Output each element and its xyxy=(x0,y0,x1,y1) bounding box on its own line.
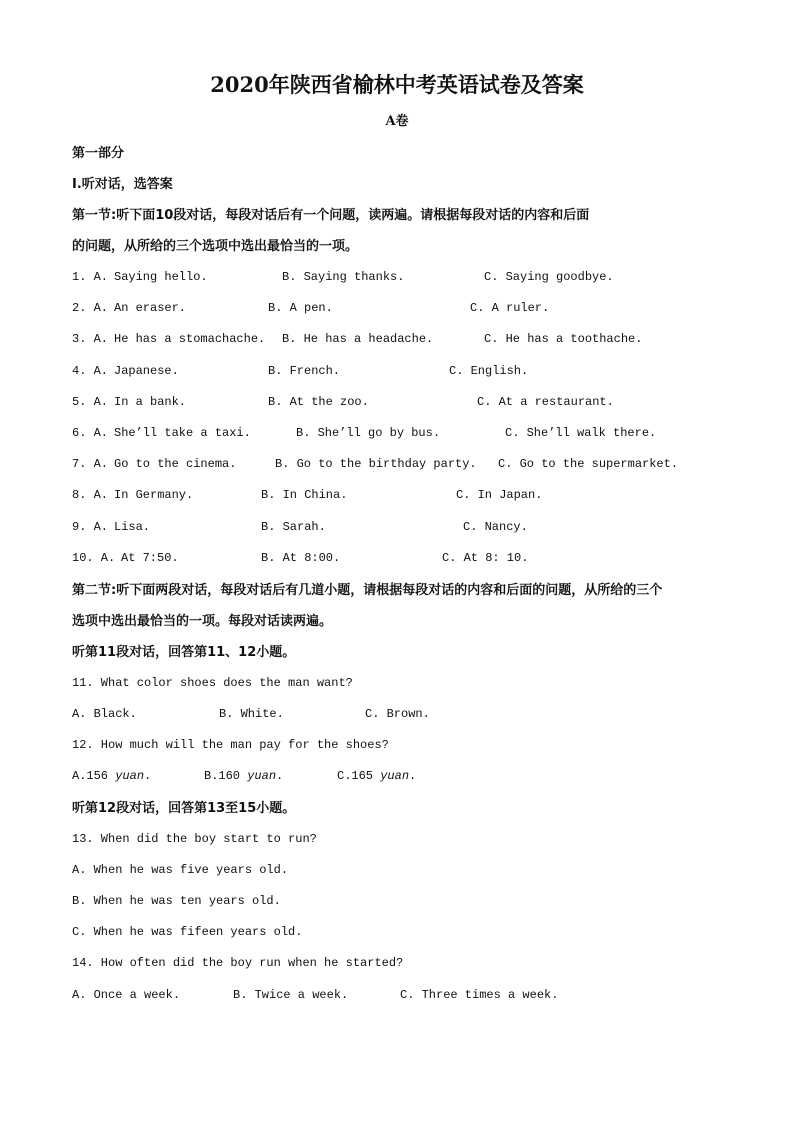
question-number: 2. A. xyxy=(72,301,109,315)
question-number: 9. A. xyxy=(72,520,109,534)
option-b: B. White. xyxy=(219,707,284,721)
question-number: 6. A. xyxy=(72,426,109,440)
option-b: B. She’ll go by bus. xyxy=(296,426,441,440)
option-c: C. Brown. xyxy=(365,707,430,721)
option-c: C.165 yuan. xyxy=(337,769,417,783)
option-c: C. When he was fifeen years old. xyxy=(72,925,303,939)
option-a: An eraser. xyxy=(114,301,187,315)
option-b: B. Twice a week. xyxy=(233,988,349,1002)
option-b: B. Go to the birthday party. xyxy=(275,457,477,471)
option-b: B. At the zoo. xyxy=(268,395,369,409)
option-b: B. He has a headache. xyxy=(282,332,434,346)
option-a: Go to the cinema. xyxy=(114,457,237,471)
question-number: 7. A. xyxy=(72,457,109,471)
question-number: 3. A. xyxy=(72,332,109,346)
question-number: 1. A. xyxy=(72,270,109,284)
dialog-11-heading: 听第11段对话，回答第11、12小题。 xyxy=(72,645,296,660)
option-c: C. English. xyxy=(449,364,529,378)
option-c: C. In Japan. xyxy=(456,488,543,502)
option-b: B.160 yuan. xyxy=(204,769,284,783)
option-a: A.156 yuan. xyxy=(72,769,152,783)
option-b: B. Saying thanks. xyxy=(282,270,405,284)
option-a: Saying hello. xyxy=(114,270,208,284)
option-c: C. Saying goodbye. xyxy=(484,270,614,284)
option-b: B. A pen. xyxy=(268,301,333,315)
part-heading: 第一部分 xyxy=(72,146,125,161)
question-text: 14. How often did the boy run when he started? xyxy=(72,956,404,970)
option-a: She’ll take a taxi. xyxy=(114,426,251,440)
question-number: 4. A. xyxy=(72,364,109,378)
option-b: B. At 8:00. xyxy=(261,551,341,565)
option-a: A. When he was five years old. xyxy=(72,863,289,877)
option-c: C. Three times a week. xyxy=(400,988,559,1002)
option-a: In Germany. xyxy=(114,488,194,502)
section2-instructions-line2: 选项中选出最恰当的一项。每段对话读两遍。 xyxy=(72,614,333,629)
page-title: 2020年陕西省榆林中考英语试卷及答案 xyxy=(210,72,584,97)
option-b: B. In China. xyxy=(261,488,348,502)
option-b: B. When he was ten years old. xyxy=(72,894,281,908)
option-c: C. He has a toothache. xyxy=(484,332,643,346)
option-a: He has a stomachache. xyxy=(114,332,266,346)
option-c: C. Go to the supermarket. xyxy=(498,457,679,471)
option-a: In a bank. xyxy=(114,395,187,409)
option-c: C. Nancy. xyxy=(463,520,528,534)
question-text: 13. When did the boy start to run? xyxy=(72,832,317,846)
option-a: A. Once a week. xyxy=(72,988,181,1002)
option-b: B. French. xyxy=(268,364,341,378)
section1-instructions-line2: 的问题，从所给的三个选项中选出最恰当的一项。 xyxy=(72,239,359,254)
question-number: 8. A. xyxy=(72,488,109,502)
option-b: B. Sarah. xyxy=(261,520,326,534)
option-c: C. She’ll walk there. xyxy=(505,426,657,440)
dialog-12-heading: 听第12段对话，回答第13至15小题。 xyxy=(72,801,296,816)
option-a: At 7:50. xyxy=(121,551,179,565)
option-a: Japanese. xyxy=(114,364,179,378)
option-c: C. A ruler. xyxy=(470,301,550,315)
option-a: A. Black. xyxy=(72,707,137,721)
paper-subtitle: A卷 xyxy=(385,114,409,129)
section2-instructions-line1: 第二节:听下面两段对话，每段对话后有几道小题，请根据每段对话的内容和后面的问题，从所给的三个 xyxy=(72,583,663,598)
option-c: C. At a restaurant. xyxy=(477,395,614,409)
question-text: 12. How much will the man pay for the shoes? xyxy=(72,738,389,752)
section1-instructions-line1: 第一节:听下面10段对话，每段对话后有一个问题，读两遍。请根据每段对话的内容和后面 xyxy=(72,208,590,223)
option-c: C. At 8: 10. xyxy=(442,551,529,565)
question-number: 5. A. xyxy=(72,395,109,409)
question-text: 11. What color shoes does the man want? xyxy=(72,676,353,690)
question-number: 10. A. xyxy=(72,551,116,565)
option-a: Lisa. xyxy=(114,520,151,534)
section-heading: I.听对话，选答案 xyxy=(72,177,173,192)
